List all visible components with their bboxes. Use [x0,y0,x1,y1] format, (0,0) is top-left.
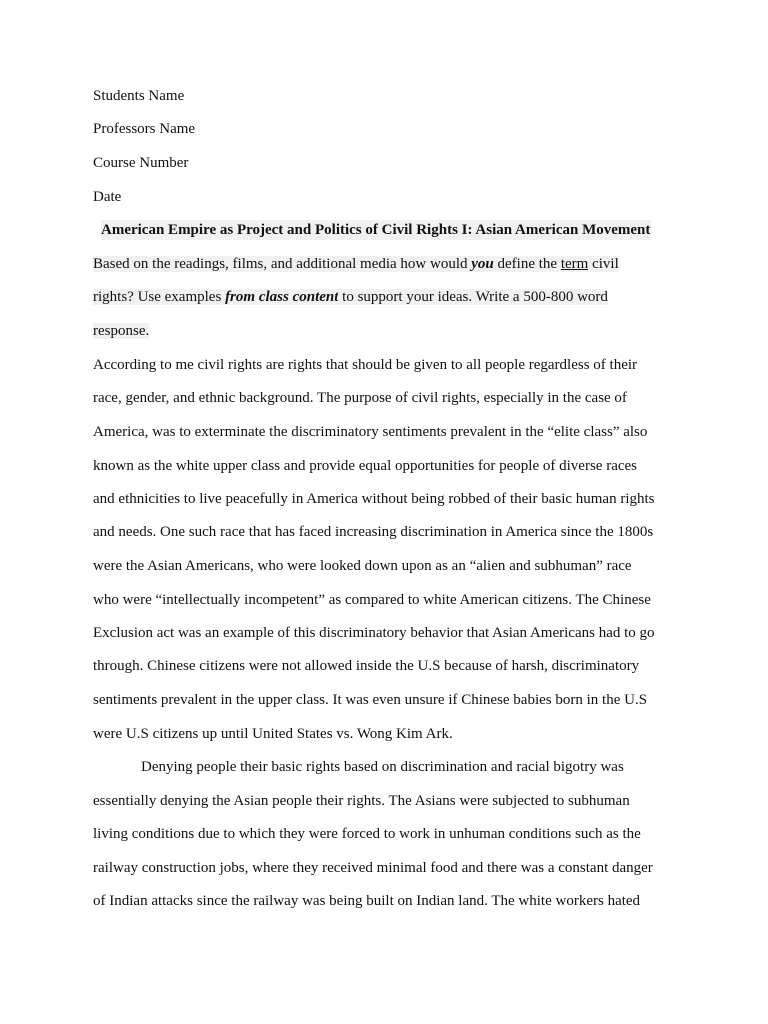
essay-title: American Empire as Project and Politics of Civil Rights I: Asian American Movement [101,222,651,238]
date: Date [93,189,122,205]
prompt-line-3 [93,321,149,341]
prompt-text: define the [493,256,561,272]
paragraph-line: known as the white upper class and provide equal opportunities for people of diverse races [93,458,637,474]
paragraph-line: Exclusion act was an example of this discriminatory behavior that Asian Americans had to go [93,625,655,641]
paragraph-line: were U.S citizens up until United States vs. Wong Kim Ark. [93,726,453,742]
prompt-text: response. [93,323,150,339]
paragraph-line: through. Chinese citizens were not allowed inside the U.S because of harsh, discriminatory [93,658,640,674]
prompt-emphasis: from class content [225,289,339,305]
prompt-text: rights? Use examples [93,289,226,305]
paragraph-line: sentiments prevalent in the upper class. It was even unsure if Chinese babies born in the U.S [93,692,648,708]
paragraph-line: According to me civil rights are rights that should be given to all people regardless of their [93,357,638,373]
prompt-text: Based on the readings, films, and additional media how would [93,256,472,272]
paragraph-line: of Indian attacks since the railway was being built on Indian land. The white workers hated [93,893,641,909]
professor-name: Professors Name [93,121,196,137]
paragraph-line: America, was to exterminate the discriminatory sentiments prevalent in the “elite class” also [93,424,648,440]
prompt-line-2 [93,287,608,307]
paragraph-line: and needs. One such race that has faced increasing discrimination in America since the 1800s [93,524,654,540]
prompt-text: to support your ideas. Write a 500-800 word [338,289,608,305]
course-number: Course Number [93,155,189,171]
prompt-emphasis: you [471,256,494,272]
prompt-text: civil [588,256,619,272]
prompt-line-1 [93,254,619,274]
paragraph-line: race, gender, and ethnic background. The purpose of civil rights, especially in the case of [93,390,627,406]
prompt-underlined: term [560,256,589,272]
paragraph-line: living conditions due to which they were forced to work in unhuman conditions such as the [93,826,641,842]
student-name: Students Name [93,88,185,104]
paragraph-line: and ethnicities to live peacefully in America without being robbed of their basic human rights [93,491,655,507]
paragraph-line: were the Asian Americans, who were looked down upon as an “alien and subhuman” race [93,558,632,574]
paragraph-line: essentially denying the Asian people their rights. The Asians were subjected to subhuman [93,793,630,809]
paragraph-line: who were “intellectually incompetent” as compared to white American citizens. The Chinese [93,592,651,608]
paragraph-line: railway construction jobs, where they received minimal food and there was a constant danger [93,860,653,876]
paragraph-line: Denying people their basic rights based on discrimination and racial bigotry was [141,759,624,775]
